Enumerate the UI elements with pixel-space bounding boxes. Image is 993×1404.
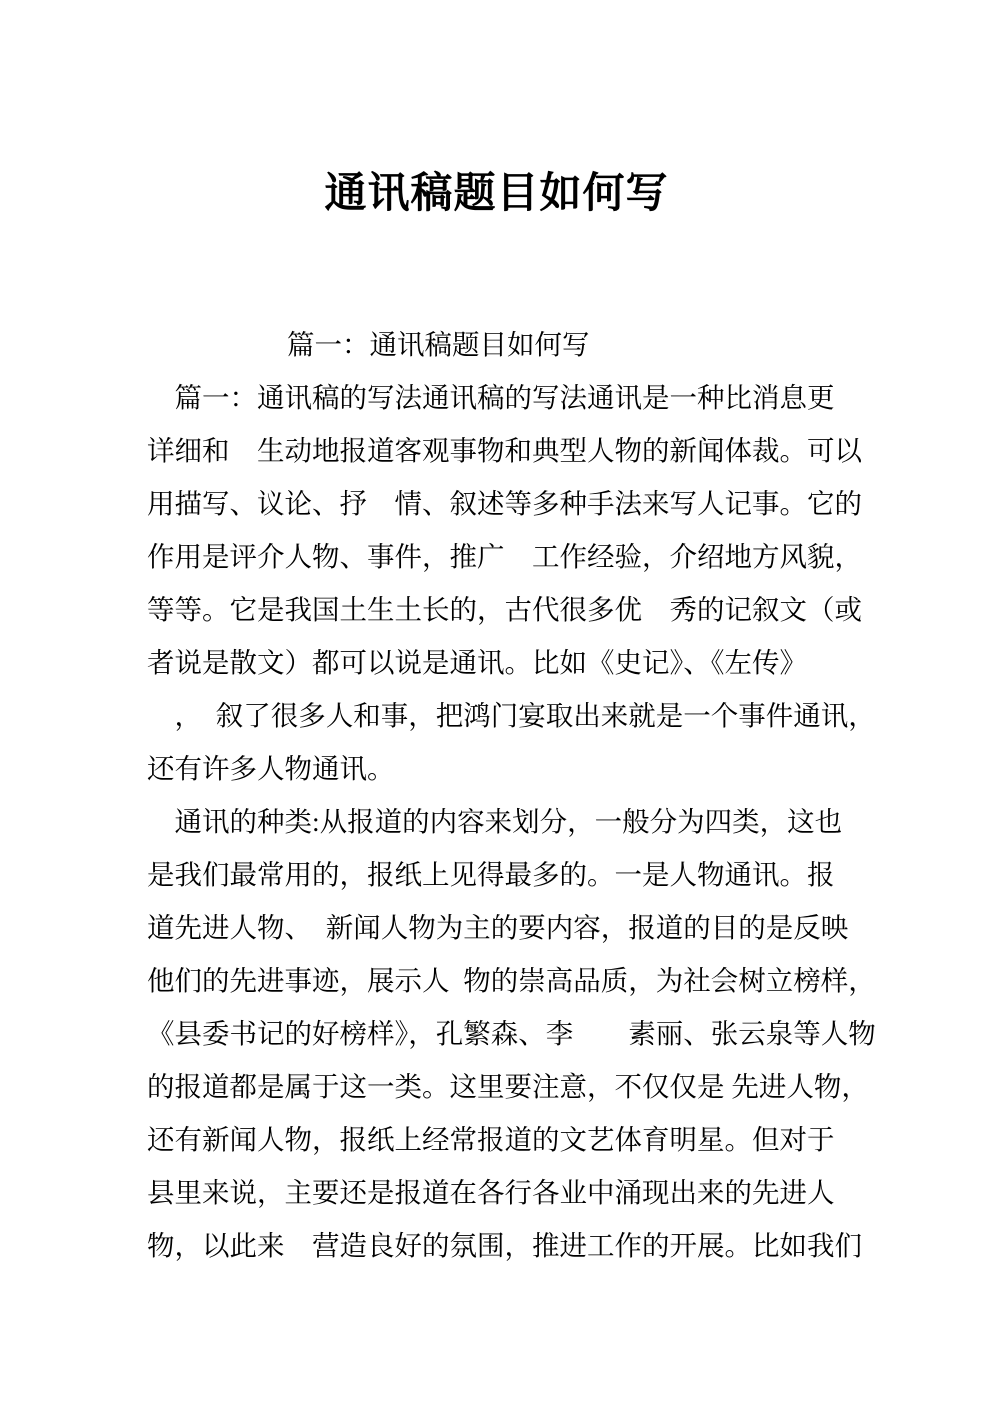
text-line: 还有许多人物通讯。 bbox=[147, 753, 395, 784]
text-line: 道先进人物、 新闻人物为主的要内容，报道的目的是反映 bbox=[147, 912, 849, 943]
text-line: 县里来说，主要还是报道在各行各业中涌现出来的先进人 bbox=[147, 1177, 835, 1208]
text-line: ， 叙了很多人和事，把鸿门宴取出来就是一个事件通讯， bbox=[147, 700, 876, 731]
text-line: 详细和 生动地报道客观事物和典型人物的新闻体裁。可以 bbox=[147, 435, 862, 466]
text-line: 的报道都是属于这一类。这里要注意，不仅仅是 先进人物， bbox=[147, 1071, 869, 1102]
text-line: 作用是评介人物、事件，推广 工作经验，介绍地方风貌， bbox=[147, 541, 862, 572]
text-line: 篇一：通讯稿的写法通讯稿的写法通讯是一种比消息更 bbox=[147, 382, 835, 413]
section-heading: 篇一：通讯稿题目如何写 bbox=[287, 329, 590, 360]
paragraph-1 bbox=[147, 371, 893, 795]
text-line: 他们的先进事迹，展示人 物的崇高品质，为社会树立榜样， bbox=[147, 965, 876, 996]
text-line: 等等。它是我国土生土长的，古代很多优 秀的记叙文（或 bbox=[147, 594, 862, 625]
text-line: 是我们最常用的，报纸上见得最多的。一是人物通讯。报 bbox=[147, 859, 835, 890]
text-line: 物，以此来 营造良好的氛围，推进工作的开展。比如我们 bbox=[147, 1230, 862, 1261]
text-line: 还有新闻人物，报纸上经常报道的文艺体育明星。但对于 bbox=[147, 1124, 835, 1155]
text-line: 《县委书记的好榜样》，孔繁森、李 素丽、张云泉等人物 bbox=[147, 1018, 876, 1049]
paragraph-2 bbox=[147, 795, 893, 1272]
document-body bbox=[0, 318, 993, 1272]
text-line: 者说是散文）都可以说是通讯。比如《史记》、《左传》 bbox=[147, 647, 807, 678]
text-line: 用描写、议论、抒 情、叙述等多种手法来写人记事。它的 bbox=[147, 488, 862, 519]
document-title: 通讯稿题目如何写 bbox=[324, 171, 669, 217]
text-line: 通讯的种类:从报道的内容来划分，一般分为四类，这也 bbox=[147, 806, 843, 837]
